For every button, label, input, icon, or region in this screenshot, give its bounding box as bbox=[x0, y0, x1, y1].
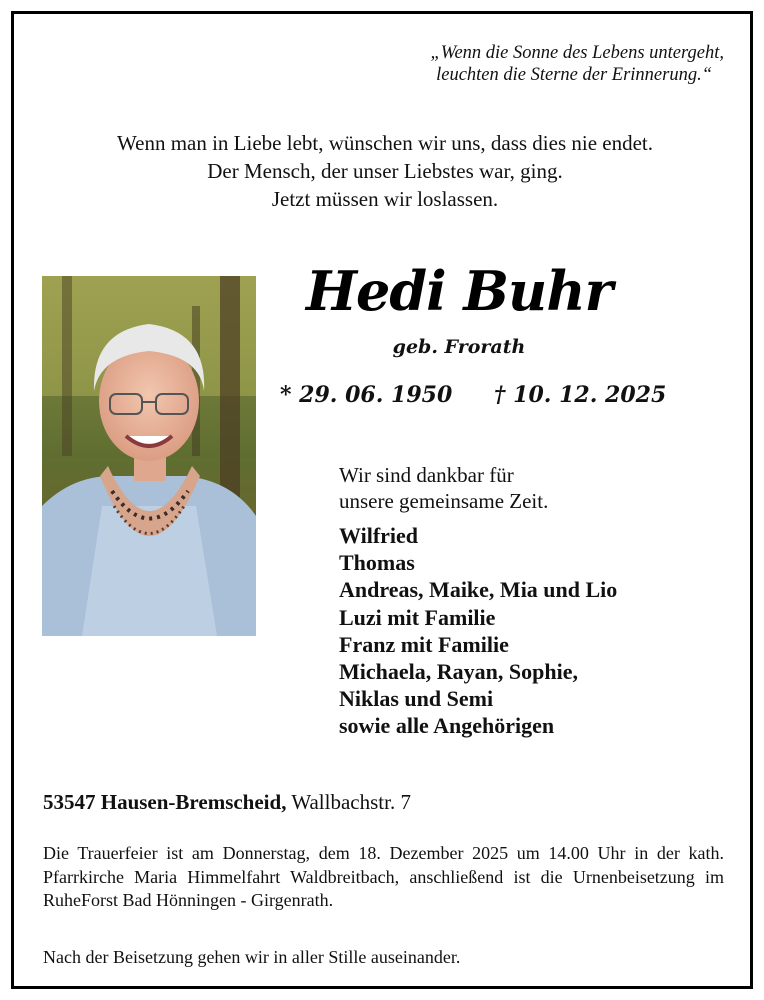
quote bbox=[314, 42, 724, 86]
mourner: Wilfried bbox=[339, 523, 419, 548]
death-date: † 10. 12. 2025 bbox=[494, 382, 667, 408]
mourner: Thomas bbox=[339, 550, 415, 576]
quote-line-1: „Wenn die Sonne des Lebens untergeht, bbox=[430, 43, 724, 63]
obituary-notice bbox=[11, 11, 753, 989]
mourners-list bbox=[339, 522, 739, 740]
mourner: Niklas und Semi bbox=[339, 686, 494, 712]
address-street: Wallbachstr. 7 bbox=[291, 790, 411, 814]
mourner: sowie alle Angehörigen bbox=[339, 713, 555, 739]
address bbox=[43, 790, 411, 815]
mourner: Franz mit Familie bbox=[339, 631, 509, 657]
address-place: 53547 Hausen-Bremscheid, bbox=[43, 790, 287, 814]
thanks-text bbox=[339, 462, 719, 514]
birth-date: * 29. 06. 1950 bbox=[280, 382, 453, 408]
mourner: Andreas, Maike, Mia und Lio bbox=[339, 577, 618, 603]
funeral-details: Die Trauerfeier ist am Donnerstag, dem 18. Dezember 2025 um 14.00 Uhr in der kath. Pfarrkirche Maria Himmelfahrt Waldbreitbach, anschließend ist die Urnenbeisetzung im RuheForst Bad Hönningen - Girgenrath. bbox=[43, 843, 724, 910]
thanks-line-1: Wir sind dankbar für bbox=[339, 463, 514, 487]
mourner: Luzi mit Familie bbox=[339, 604, 496, 630]
portrait-photo bbox=[42, 276, 256, 636]
intro-line-3: Jetzt müssen wir loslassen. bbox=[271, 187, 499, 211]
portrait-image bbox=[42, 276, 256, 636]
quote-line-2: leuchten die Sterne der Erinnerung.“ bbox=[436, 65, 712, 85]
intro-text bbox=[14, 129, 756, 213]
thanks-line-2: unsere gemeinsame Zeit. bbox=[339, 489, 549, 513]
mourner: Michaela, Rayan, Sophie, bbox=[339, 659, 578, 685]
closing-note: Nach der Beisetzung gehen wir in aller Stille auseinander. bbox=[43, 947, 461, 967]
deceased-name: Hedi Buhr bbox=[305, 259, 613, 323]
intro-line-2: Der Mensch, der unser Liebstes war, ging. bbox=[207, 159, 563, 183]
birth-name: geb. Frorath bbox=[392, 336, 526, 358]
intro-line-1: Wenn man in Liebe lebt, wünschen wir uns, dass dies nie endet. bbox=[116, 131, 653, 155]
